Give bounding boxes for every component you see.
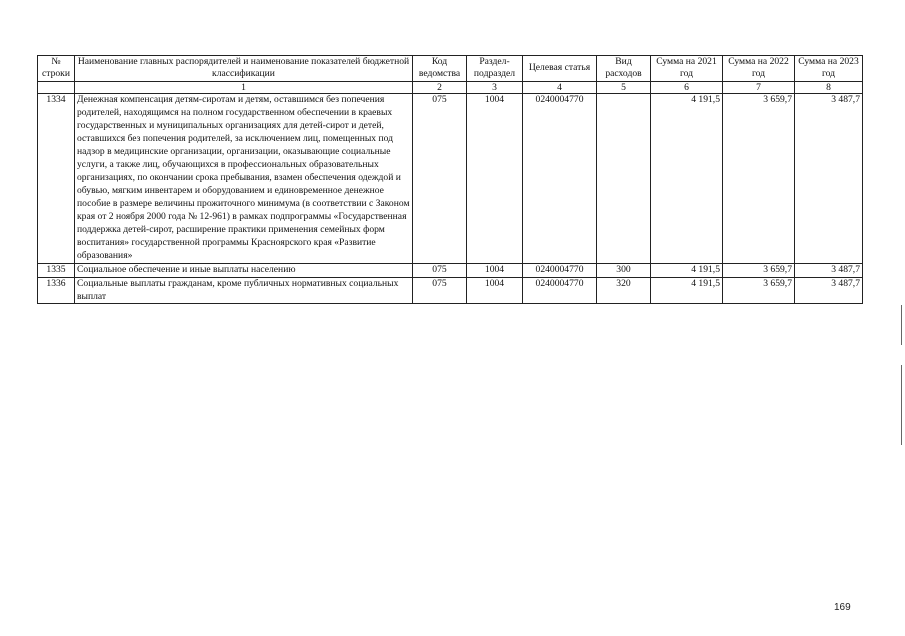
scan-edge-line bbox=[901, 305, 902, 345]
table-row bbox=[38, 263, 863, 277]
section-code: 1004 bbox=[467, 263, 523, 277]
dept-code: 075 bbox=[413, 263, 467, 277]
sum-2023: 3 487,7 bbox=[795, 94, 863, 263]
header-row-number: № строки bbox=[38, 56, 75, 82]
scan-edge-line bbox=[901, 365, 902, 445]
column-number: 1 bbox=[75, 81, 413, 94]
table-row bbox=[38, 277, 863, 304]
target-code: 0240004770 bbox=[523, 277, 597, 304]
target-code: 0240004770 bbox=[523, 263, 597, 277]
header-expense-type: Вид расходов bbox=[597, 56, 651, 82]
sum-2022: 3 659,7 bbox=[723, 277, 795, 304]
row-name: Денежная компенсация детям-сиротам и детям, оставшимся без попечения родителей, находящимся на полном государственном обеспечении в краевых государственных и муниципальных организациях для детей-сирот и детей, оставшихся без попечения родителей, за исключением лиц, помещенных под надзор в медицинские организации, организации, оказывающие социальные услуги, а также лиц, обучающихся в профессиональных образовательных организациях, по окончании срока пребывания, взамен обеспечения одеждой и обувью, мягким инвентарем и оборудованием и единовременное денежное пособие в размере величины прожиточного минимума (в соответствии с Законом края от 2 ноября 2000 года № 12-961) в рамках подпрограммы «Государственная поддержка детей-сирот, расширение практики применения семейных форм воспитания» государственной программы Красноярского края «Развитие образования» bbox=[75, 94, 413, 263]
header-row bbox=[38, 56, 863, 82]
dept-code: 075 bbox=[413, 277, 467, 304]
expense-type: 300 bbox=[597, 263, 651, 277]
page-number: 169 bbox=[834, 602, 851, 613]
expense-type bbox=[597, 94, 651, 263]
column-number: 4 bbox=[523, 81, 597, 94]
section-code: 1004 bbox=[467, 277, 523, 304]
column-number: 5 bbox=[597, 81, 651, 94]
expense-type: 320 bbox=[597, 277, 651, 304]
sum-2021: 4 191,5 bbox=[651, 263, 723, 277]
column-number bbox=[38, 81, 75, 94]
section-code: 1004 bbox=[467, 94, 523, 263]
header-name: Наименование главных распорядителей и наименование показателей бюджетной классификации bbox=[75, 56, 413, 82]
dept-code: 075 bbox=[413, 94, 467, 263]
sum-2022: 3 659,7 bbox=[723, 263, 795, 277]
row-number: 1335 bbox=[38, 263, 75, 277]
column-number: 7 bbox=[723, 81, 795, 94]
column-number: 8 bbox=[795, 81, 863, 94]
sum-2023: 3 487,7 bbox=[795, 277, 863, 304]
sum-2021: 4 191,5 bbox=[651, 94, 723, 263]
header-section: Раздел-подраздел bbox=[467, 56, 523, 82]
header-dept-code: Код ведомства bbox=[413, 56, 467, 82]
sum-2023: 3 487,7 bbox=[795, 263, 863, 277]
target-code: 0240004770 bbox=[523, 94, 597, 263]
column-number: 6 bbox=[651, 81, 723, 94]
header-sum-2023: Сумма на 2023 год bbox=[795, 56, 863, 82]
column-number: 3 bbox=[467, 81, 523, 94]
budget-table bbox=[37, 55, 863, 304]
sum-2021: 4 191,5 bbox=[651, 277, 723, 304]
row-name: Социальное обеспечение и иные выплаты населению bbox=[75, 263, 413, 277]
header-target: Целевая статья bbox=[523, 56, 597, 82]
header-sum-2022: Сумма на 2022 год bbox=[723, 56, 795, 82]
row-number: 1334 bbox=[38, 94, 75, 263]
column-number: 2 bbox=[413, 81, 467, 94]
sum-2022: 3 659,7 bbox=[723, 94, 795, 263]
row-name: Социальные выплаты гражданам, кроме публичных нормативных социальных выплат bbox=[75, 277, 413, 304]
column-number-row bbox=[38, 81, 863, 94]
header-sum-2021: Сумма на 2021 год bbox=[651, 56, 723, 82]
row-number: 1336 bbox=[38, 277, 75, 304]
table-row bbox=[38, 94, 863, 263]
